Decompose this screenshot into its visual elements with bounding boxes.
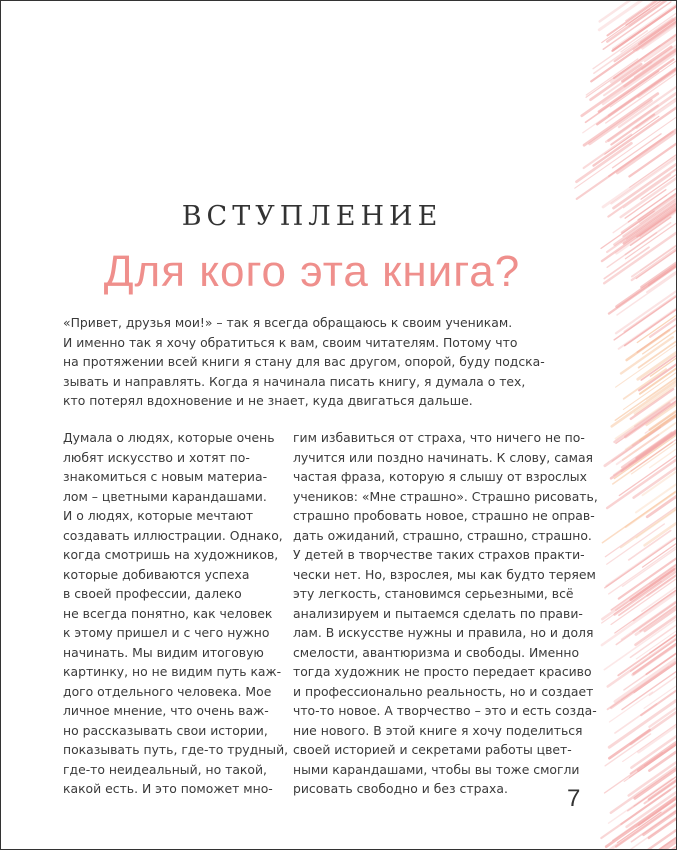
text-line: И именно так я хочу обратиться к вам, своим читателям. Потому что [63,334,518,350]
text-line: лом – цветными карандашами. [63,488,267,504]
text-line: лам. В искусстве нужны и правила, но и доля [293,625,594,640]
pencil-stroke [615,202,676,245]
text-line: дать ожиданий, страшно, страшно, страшно. [293,527,592,543]
text-line: тогда художник не просто передает красиво [293,664,592,679]
text-line: показывать путь, где-то трудный, [63,742,289,757]
text-line: «Привет, друзья мои!» – так я всегда обращаюсь к своим ученикам. [63,315,513,330]
text-line: где-то неидеальный, но такой, [63,761,267,777]
text-line: У детей в творчестве таких страхов практи- [293,547,585,562]
text-line: своей историей и секретами работы цвет- [293,742,572,757]
text-line: какой есть. И это поможет мно- [63,781,273,796]
pencil-stroke [611,732,677,812]
page-title: Для кого эта книга? [103,247,521,296]
body-column-right [293,428,598,799]
text-line: знакомиться с новым материа- [63,469,268,484]
text-line: зывать и направлять. Когда я начинала писать книгу, я думала о тех, [63,373,526,389]
body-column-left [63,428,288,799]
text-line: и профессионально реальность, но и создает [293,683,594,699]
pencil-stroke [576,143,631,181]
pencil-stroke [616,290,677,334]
text-line: но рассказывать свои истории, [63,722,268,738]
text-line: анализируем и пытаемся сделать по прави- [293,605,583,621]
text-line: картинку, но не видим путь каж- [63,664,282,679]
text-line: кто потерял вдохновение и не знает, куда двигаться дальше. [63,393,473,408]
text-line: смелости, авантюризма и свободы. Именно [293,644,580,660]
pencil-stroke [611,115,654,145]
text-line: когда смотришь на художников, [63,547,279,562]
text-line: создавать иллюстрации. Однако, [63,527,283,543]
text-line: учеников: «Мне страшно». Страшно рисовать, [293,488,598,504]
text-line: чески нет. Но, взрослея, мы как будто теряем [293,566,596,582]
text-line: Думала о людях, которые очень [63,430,275,445]
text-line: частая фраза, которую я слышу от взрослых [293,469,587,484]
text-line: любят искусство и хотят по- [63,449,250,465]
text-line: лучится или поздно начинать. К слову, самая [293,449,593,465]
text-line: которые добиваются успеха [63,566,250,582]
text-line: И о людях, которые мечтают [63,508,254,523]
section-kicker: ВСТУПЛЕНИЕ [181,201,443,232]
pencil-stroke [607,458,677,508]
page-number: 7 [567,785,581,812]
text-line: рисовать свободно и без страха. [293,781,508,796]
text-line: эту легкость, становимся серьезными, всё [293,586,574,601]
text-line: в своей профессии, далеко [63,586,242,601]
text-line: личное мнение, что очень важ- [63,703,269,718]
text-line: к этому пришел и с чего нужно [63,625,270,640]
intro-paragraph [63,313,545,411]
text-line: дого отдельного человека. Мое [63,683,272,699]
text-line: не всегда понятно, как человек [63,605,273,621]
text-line: что-то новое. А творчество – это и есть созда- [293,703,597,718]
text-line: ными карандашами, чтобы вы тоже смогли [293,761,580,777]
text-line: на протяжении всей книги я стану для вас другом, опорой, буду подска- [63,354,545,369]
text-line: начинать. Мы видим итоговую [63,644,264,660]
text-line: страшно пробовать новое, страшно не оправ- [293,508,595,523]
text-line: ние нового. В этой книге я хочу поделиться [293,722,583,738]
text-line: гим избавиться от страха, что ничего не по- [293,430,585,445]
